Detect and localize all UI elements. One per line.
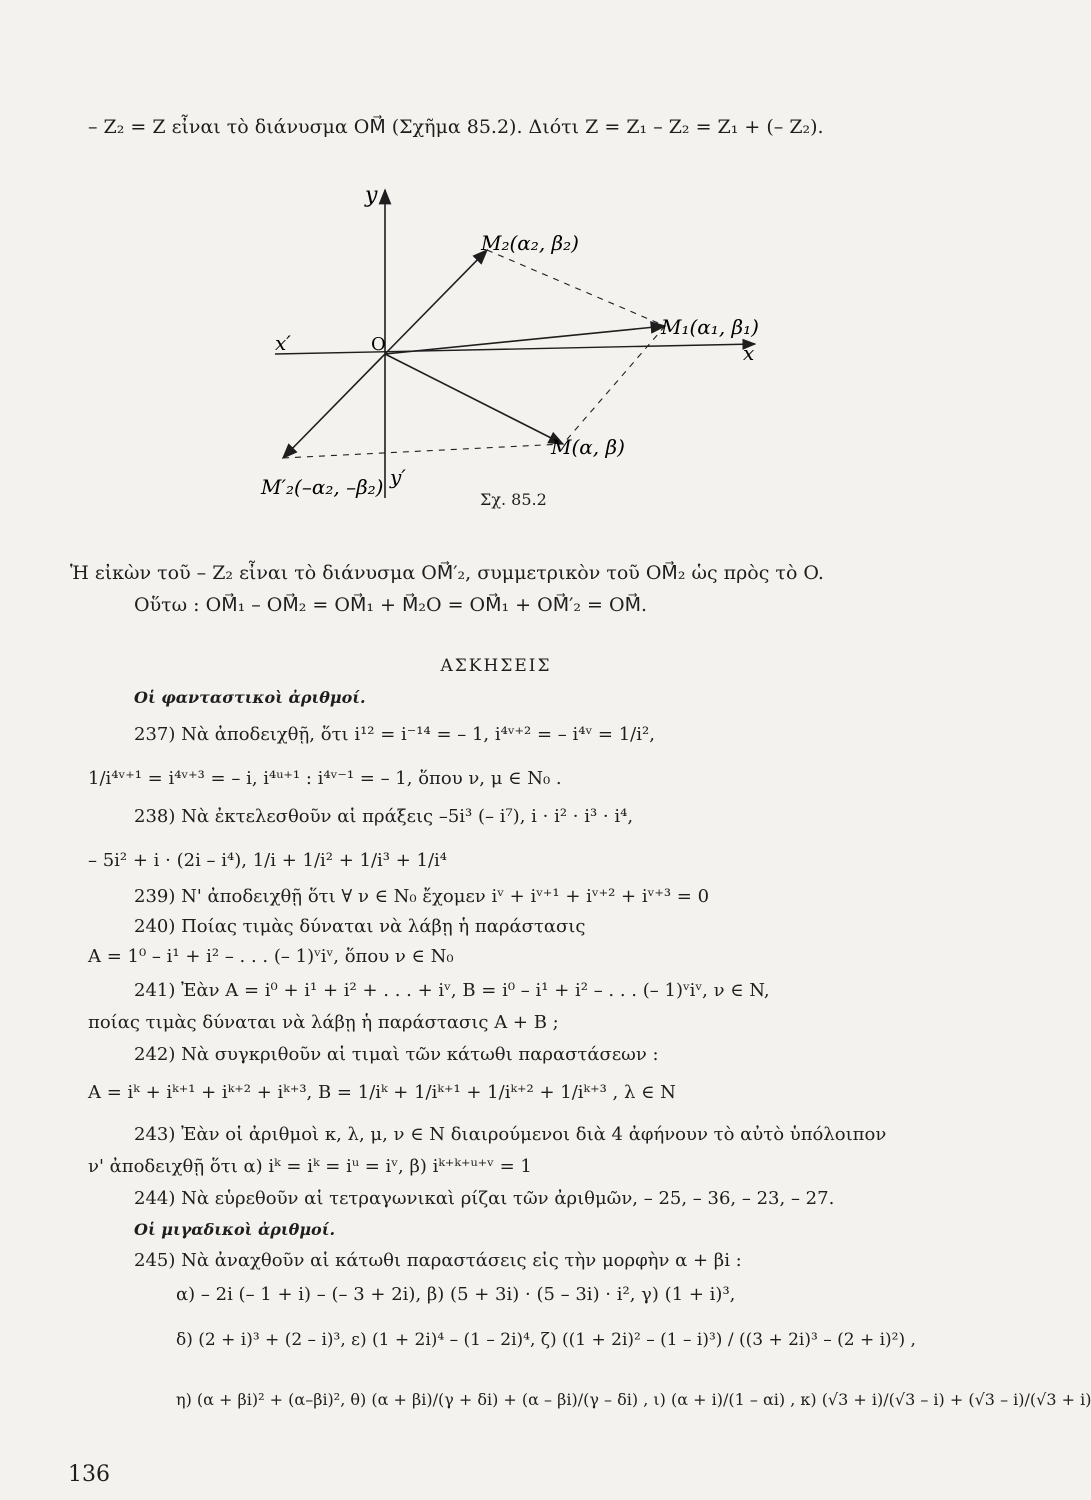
- ex-244: 244) Νὰ εὑρεθοῦν αἱ τετραγωνικαὶ ρίζαι τῶν ἀριθμῶν, – 25, – 36, – 23, – 27.: [134, 1188, 835, 1209]
- figure-caption: Σχ. 85.2: [480, 490, 547, 509]
- label-origin: O: [371, 334, 386, 355]
- ex-241-b: ποίας τιμὰς δύναται νὰ λάβῃ ἡ παράστασις A + B ;: [88, 1012, 559, 1033]
- ex-243-a: 243) Ἐὰν οἱ ἀριθμοὶ κ, λ, μ, ν ∈ N διαιρούμενοι διὰ 4 ἀφήνουν τὸ αὐτὸ ὑπόλοιπον: [134, 1124, 887, 1145]
- ex-241-a: 241) Ἐὰν A = i⁰ + i¹ + i² + . . . + iᵛ, B = i⁰ – i¹ + i² – . . . (– 1)ᵛiᵛ, ν ∈ N,: [134, 980, 770, 1001]
- ex-237-b: 1/i⁴ᵛ⁺¹ = i⁴ᵛ⁺³ = – i, i⁴ᵘ⁺¹ : i⁴ᵛ⁻¹ = – 1, ὅπου ν, μ ∈ N₀ .: [88, 768, 562, 789]
- ex-237-a: 237) Νὰ ἀποδειχθῇ, ὅτι i¹² = i⁻¹⁴ = – 1, i⁴ᵛ⁺² = – i⁴ᵛ = 1/i²,: [134, 724, 655, 745]
- label-x-prime: x′: [275, 331, 291, 355]
- ex-240-b: A = 1⁰ – i¹ + i² – . . . (– 1)ᵛiᵛ, ὅπου ν ∈ N₀: [88, 946, 454, 967]
- image-line: Ἡ εἰκὼν τοῦ – Z₂ εἶναι τὸ διάνυσμα OM⃗′₂, συμμετρικὸν τοῦ OM⃗₂ ὡς πρὸς τὸ O.: [70, 562, 824, 584]
- ex-242-b: A = iᵏ + iᵏ⁺¹ + iᵏ⁺² + iᵏ⁺³, B = 1/iᵏ + 1/iᵏ⁺¹ + 1/iᵏ⁺² + 1/iᵏ⁺³ , λ ∈ N: [88, 1082, 676, 1103]
- dashed-m2-m1: [487, 250, 665, 326]
- ex-245-b: α) – 2i (– 1 + i) – (– 3 + 2i), β) (5 + 3i) · (5 – 3i) · i², γ) (1 + i)³,: [176, 1284, 736, 1305]
- vector-diagram: [255, 168, 795, 518]
- ex-239: 239) Ν' ἀποδειχθῇ ὅτι ∀ ν ∈ N₀ ἔχομεν iᵛ + iᵛ⁺¹ + iᵛ⁺² + iᵛ⁺³ = 0: [134, 886, 710, 907]
- label-m2-prime: M′₂(–α₂, –β₂): [261, 475, 384, 499]
- label-x: x: [743, 341, 755, 365]
- ex-238-b: – 5i² + i · (2i – i⁴), 1/i + 1/i² + 1/i³ + 1/i⁴: [88, 850, 448, 871]
- vector-om: [385, 354, 563, 444]
- ex-243-b: ν' ἀποδειχθῇ ὅτι α) iᵏ = iᵏ = iᵘ = iᵛ, β) iᵏ⁺ᵏ⁺ᵘ⁺ᵛ = 1: [88, 1156, 532, 1177]
- dashed-m2prime-m: [283, 444, 563, 458]
- x-axis: [275, 344, 755, 354]
- ex-245-a: 245) Νὰ ἀναχθοῦν αἱ κάτωθι παραστάσεις εἰς τὴν μορφὴν α + βi :: [134, 1250, 742, 1271]
- label-m1: M₁(α₁, β₁): [661, 315, 759, 339]
- label-m: M(α, β): [551, 435, 625, 459]
- imaginary-heading: Οἱ φανταστικοὶ ἀριθμοί.: [134, 688, 366, 707]
- vector-om2-prime: [283, 354, 385, 458]
- ex-240-a: 240) Ποίας τιμὰς δύναται νὰ λάβῃ ἡ παράστασις: [134, 916, 586, 937]
- complex-heading: Οἱ μιγαδικοὶ ἀριθμοί.: [134, 1220, 336, 1239]
- label-y: y: [365, 183, 378, 208]
- ex-238-a: 238) Νὰ ἐκτελεσθοῦν αἱ πράξεις –5i³ (– i⁷), i · i² · i³ · i⁴,: [134, 806, 634, 827]
- dashed-m1-m: [563, 326, 665, 444]
- ex-245-d: η) (α + βi)² + (α–βi)², θ) (α + βi)/(γ + δi) + (α – βi)/(γ – δi) , ι) (α + i)/(1 – αi) , κ) (√3 + i)/(√3 – i) + (√3 – i)/(√3 + i): [176, 1390, 1091, 1409]
- vector-om2: [385, 250, 487, 354]
- ex-242-a: 242) Νὰ συγκριθοῦν αἱ τιμαὶ τῶν κάτωθι παραστάσεων :: [134, 1044, 659, 1065]
- vector-om1: [385, 326, 665, 354]
- intro-line: – Z₂ = Z εἶναι τὸ διάνυσμα OM⃗ (Σχῆμα 85.2). Διότι Z = Z₁ – Z₂ = Z₁ + (– Z₂).: [88, 116, 824, 138]
- ex-245-c: δ) (2 + i)³ + (2 – i)³, ε) (1 + 2i)⁴ – (1 – 2i)⁴, ζ) ((1 + 2i)² – (1 – i)³) / ((3 + 2i)³ – (2 + i)²) ,: [176, 1330, 916, 1350]
- page-number: 136: [68, 1462, 110, 1487]
- label-m2: M₂(α₂, β₂): [481, 231, 579, 255]
- label-y-prime: y′: [390, 465, 406, 489]
- vector-equation: Οὕτω : OM⃗₁ – OM⃗₂ = OM⃗₁ + M⃗₂O = OM⃗₁ + OM⃗′₂ = OM⃗.: [134, 594, 648, 616]
- exercises-heading: ΑΣΚΗΣΕΙΣ: [440, 656, 552, 676]
